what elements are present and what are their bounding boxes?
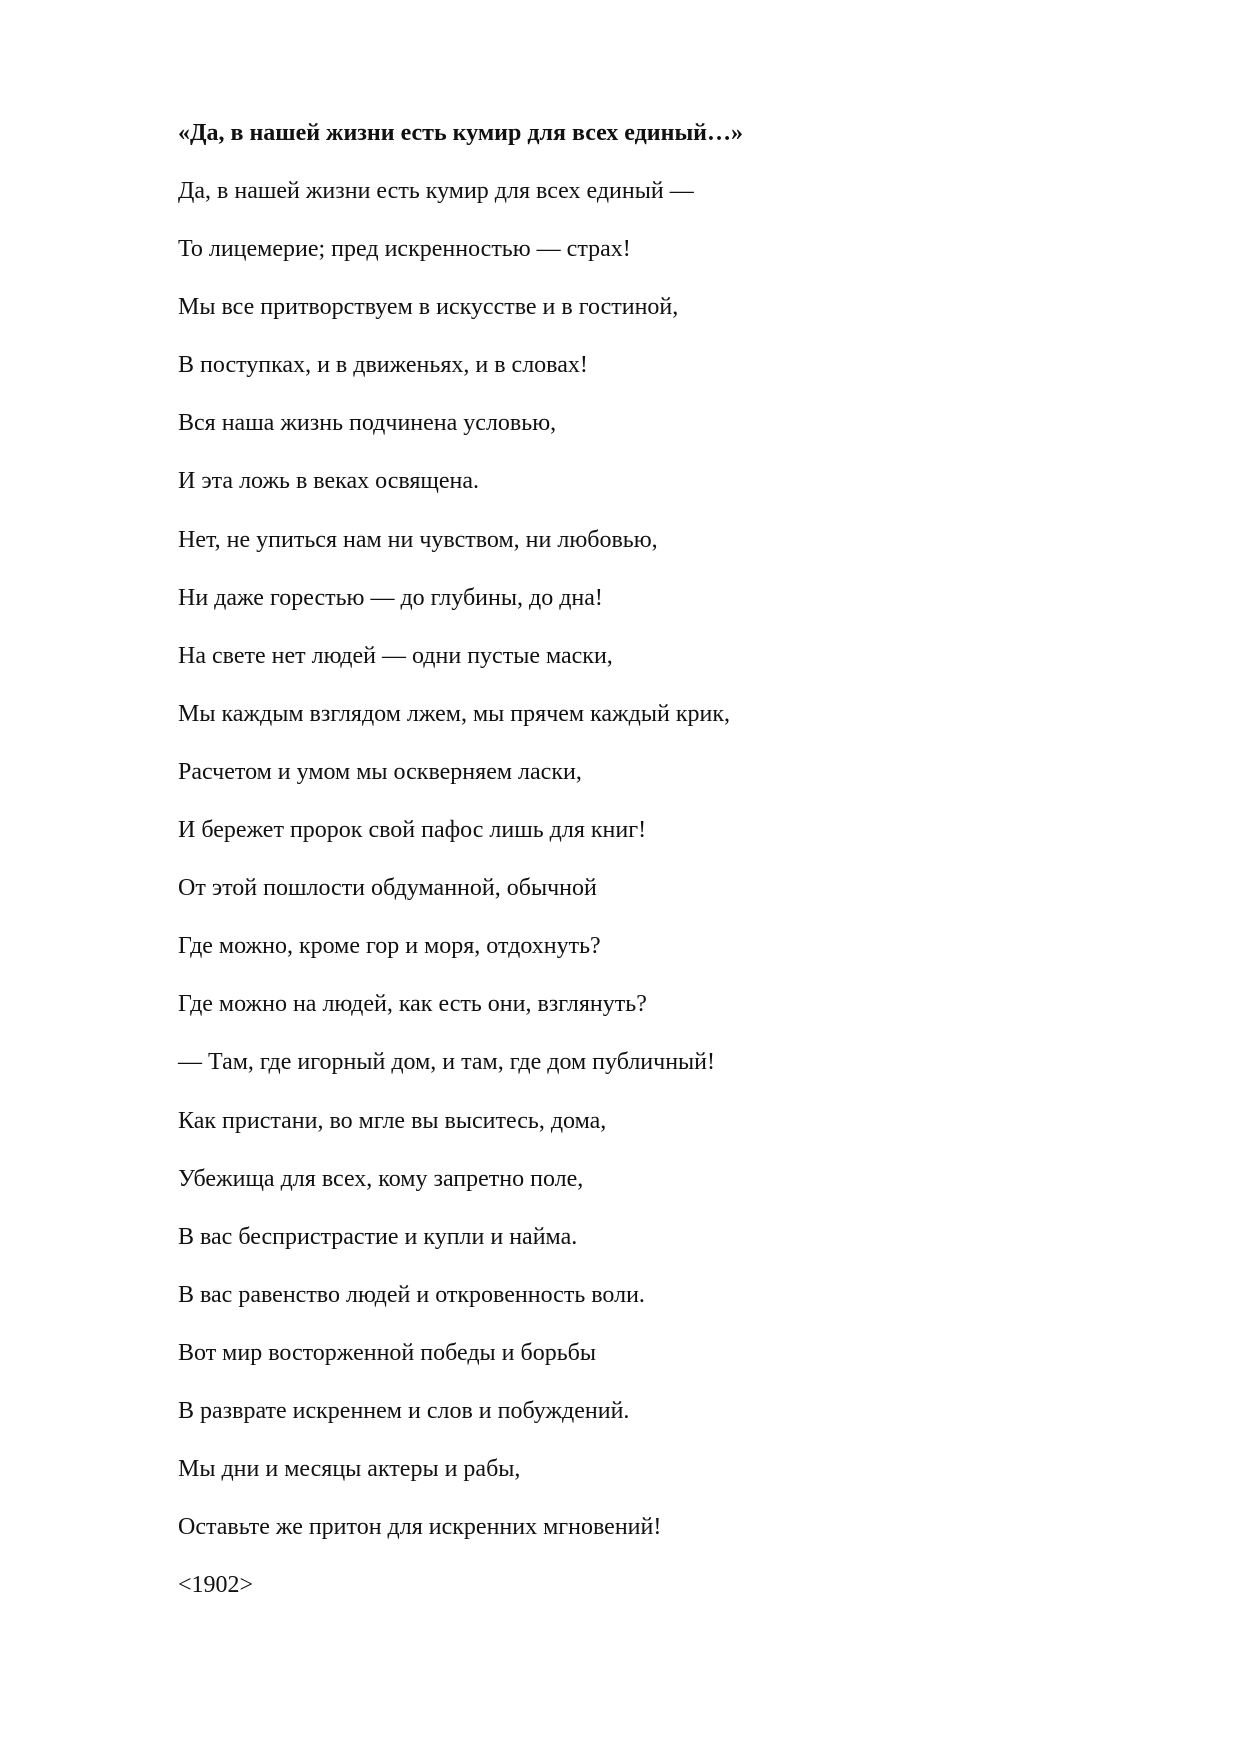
- poem-date: <1902>: [178, 1572, 254, 1599]
- poem-line: Вся наша жизнь подчинена условью,: [178, 410, 557, 437]
- poem-line: В вас равенство людей и откровенность воли.: [178, 1281, 645, 1308]
- poem-line: Где можно, кроме гор и моря, отдохнуть?: [178, 933, 601, 960]
- poem-line: Да, в нашей жизни есть кумир для всех единый —: [178, 178, 694, 204]
- poem-line: Ни даже горестью — до глубины, до дна!: [178, 584, 603, 611]
- poem-line: Нет, не упиться нам ни чувством, ни любовью,: [178, 526, 658, 553]
- poem-line: Мы дни и месяцы актеры и рабы,: [178, 1456, 521, 1483]
- poem-line: Расчетом и умом мы оскверняем ласки,: [178, 758, 582, 785]
- poem-line: Мы все притворствуем в искусстве и в гостиной,: [178, 294, 679, 321]
- poem-line: — Там, где игорный дом, и там, где дом публичный!: [178, 1049, 716, 1076]
- poem-line: Убежища для всех, кому запретно поле,: [178, 1165, 584, 1192]
- poem-line: Как пристани, во мгле вы выситесь, дома,: [178, 1107, 607, 1134]
- poem-line: И бережет пророк свой пафос лишь для книг!: [178, 817, 647, 844]
- poem-line: В вас беспристрастие и купли и найма.: [178, 1223, 578, 1250]
- poem-body: [178, 116, 1078, 1602]
- poem-line: Вот мир восторженной победы и борьбы: [178, 1339, 596, 1366]
- poem-line: На свете нет людей — одни пустые маски,: [178, 642, 613, 669]
- poem-line: Оставьте же притон для искренних мгновений!: [178, 1514, 662, 1541]
- poem-line: Мы каждым взглядом лжем, мы прячем каждый крик,: [178, 700, 730, 727]
- poem-line: В разврате искреннем и слов и побуждений.: [178, 1397, 630, 1424]
- poem-line: Где можно на людей, как есть они, взглянуть?: [178, 991, 647, 1018]
- poem-line: То лицемерие; пред искренностью — страх!: [178, 236, 631, 263]
- poem-line: В поступках, и в движеньях, и в словах!: [178, 352, 588, 379]
- poem-line: И эта ложь в веках освящена.: [178, 468, 480, 495]
- poem-lines: [178, 174, 1078, 1568]
- poem-title: «Да, в нашей жизни есть кумир для всех единый…»: [178, 120, 744, 146]
- poem-line: От этой пошлости обдуманной, обычной: [178, 875, 597, 902]
